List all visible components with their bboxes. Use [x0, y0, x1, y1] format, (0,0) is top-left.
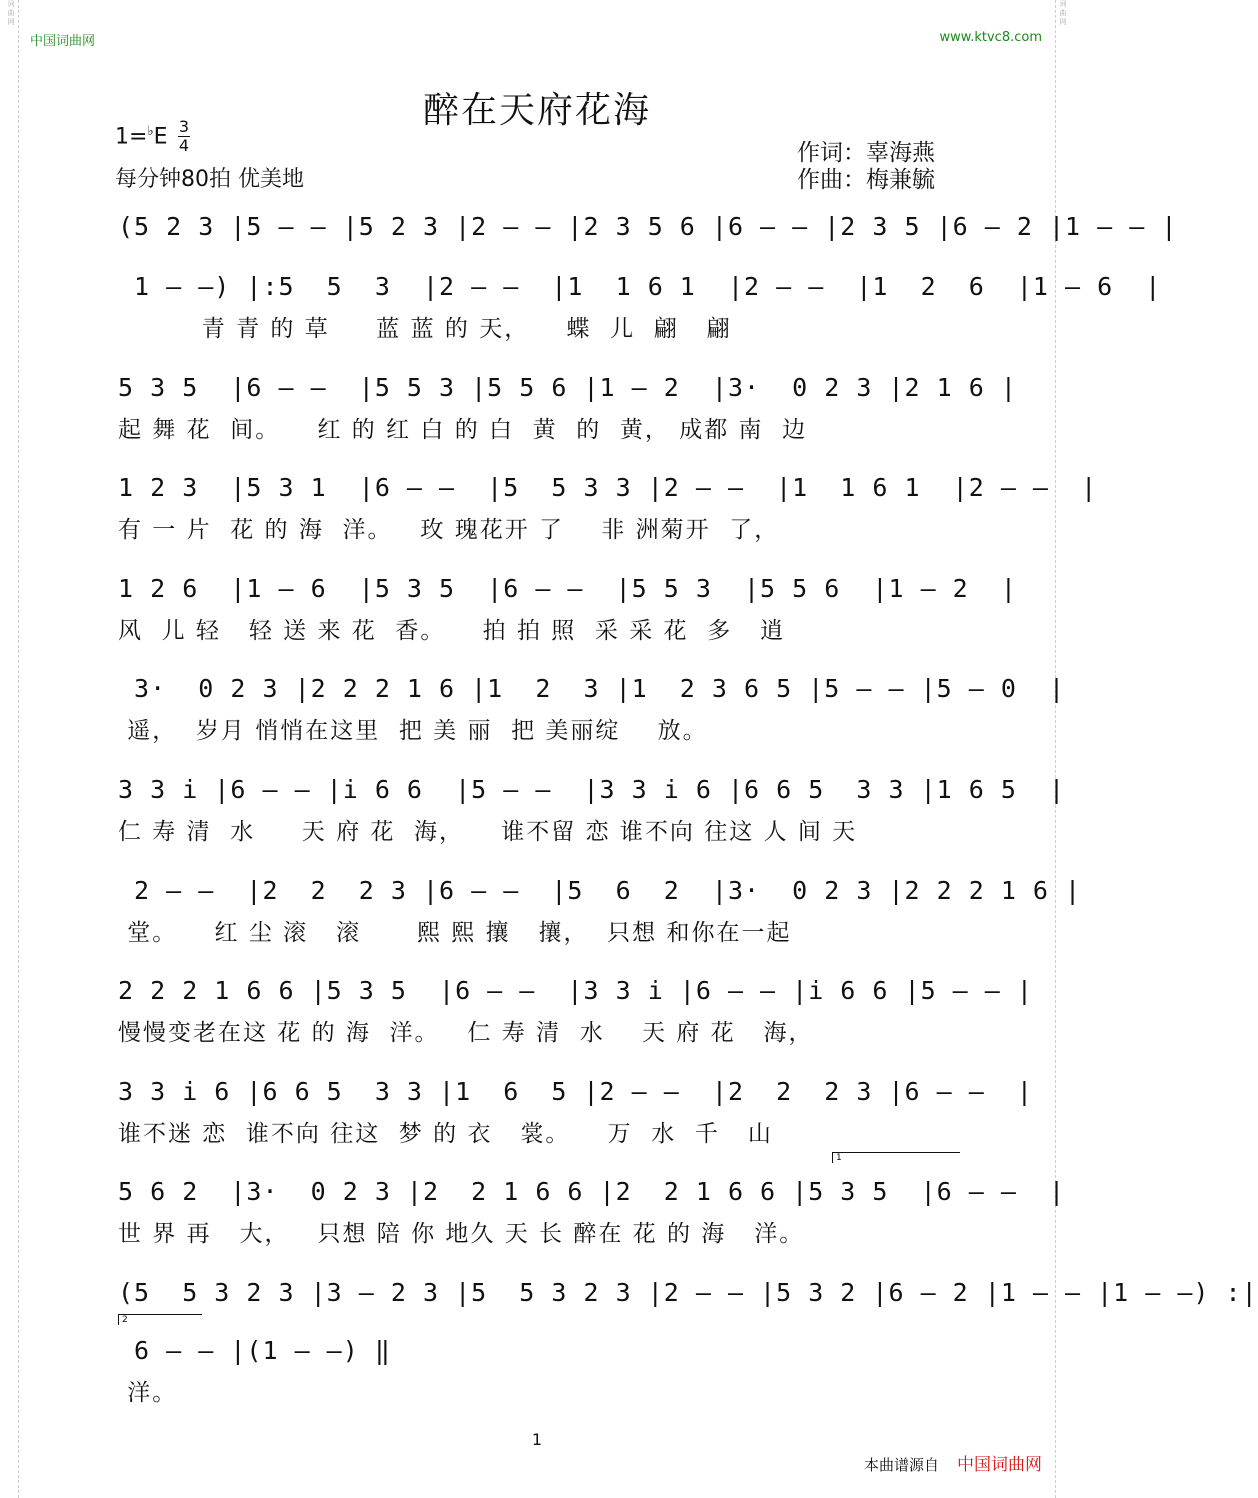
footer-source	[864, 1450, 1042, 1475]
lyricist-credit: 作词：辜海燕	[797, 140, 935, 166]
tempo-marking: 每分钟80拍 优美地	[115, 167, 304, 192]
score-row-2	[118, 272, 1162, 344]
lyric-line: 洋。	[118, 1380, 178, 1406]
song-title: 醉在天府花海	[422, 90, 651, 131]
score-row-5	[118, 574, 1017, 646]
lyric-line: 堂。 红 尘 滚 滚 熙 熙 攘 攘， 只想 和你在一起	[118, 920, 792, 946]
flat-sign: ♭	[147, 124, 154, 139]
lyric-line: 有 一 片 花 的 海 洋。 玫 瑰花开 了 非 洲菊开 了，	[118, 517, 780, 543]
source-brand-link[interactable]: 中国词曲网	[957, 1455, 1042, 1475]
lyric-line: 风 儿 轻 轻 送 来 花 香。 拍 拍 照 采 采 花 多 逍	[118, 618, 786, 644]
composer-credit: 作曲：梅兼毓	[797, 167, 935, 193]
notation-line: 1 — —) |:5 5 3 |2 — — |1 1 6 1 |2 — — |1 2 6 |1 — 6 |	[118, 272, 1162, 301]
score-row-11	[118, 1177, 1066, 1249]
left-margin-watermark: 词 曲 网	[4, 0, 19, 1498]
score-row-6	[118, 674, 1066, 746]
score-row-8	[118, 876, 1082, 948]
score-row-4	[118, 473, 1098, 545]
score-row-12	[118, 1278, 1258, 1308]
second-ending-bracket: 2	[118, 1314, 202, 1325]
source-label: 本曲谱源自	[863, 1456, 939, 1474]
lyric-line: 谁不迷 恋 谁不向 往这 梦 的 衣 裳。 万 水 千 山	[118, 1121, 773, 1147]
lyric-line: 遥， 岁月 悄悄在这里 把 美 丽 把 美丽绽 放。	[118, 718, 708, 744]
notation-line: 3 3 i 6 |6 6 5 3 3 |1 6 5 |2 — — |2 2 2 3 |6 — — |	[118, 1077, 1033, 1106]
lyric-line: 青 青 的 草 蓝 蓝 的 天， 蝶 儿 翩 翩	[118, 316, 732, 342]
time-signature: 3 4	[178, 117, 190, 155]
lyric-line: 起 舞 花 间。 红 的 红 白 的 白 黄 的 黄， 成都 南 边	[118, 417, 808, 443]
notation-line: 1 2 6 |1 — 6 |5 3 5 |6 — — |5 5 3 |5 5 6 |1 — 2 |	[118, 574, 1017, 603]
right-margin-watermark: 词 曲 网	[1055, 0, 1070, 1498]
notation-line: 2 — — |2 2 2 3 |6 — — |5 6 2 |3· 0 2 3 |2 2 2 1 6 |	[118, 876, 1082, 905]
score-row-7	[118, 775, 1066, 847]
lyric-line: 仁 寿 清 水 天 府 花 海， 谁不留 恋 谁不向 往这 人 间 天	[118, 819, 858, 845]
notation-line: 1 2 3 |5 3 1 |6 — — |5 5 3 3 |2 — — |1 1 6 1 |2 — — |	[118, 473, 1098, 502]
notation-line: (5 2 3 |5 — — |5 2 3 |2 — — |2 3 5 6 |6 — — |2 3 5 |6 — 2 |1 — — |	[118, 212, 1178, 241]
first-ending-bracket: 1	[832, 1152, 960, 1163]
site-name-left[interactable]: 中国词曲网	[30, 34, 96, 49]
page-number: 1	[531, 1430, 543, 1449]
notation-line: 6 — — |(1 — —) ‖	[118, 1336, 391, 1365]
notation-line: (5 5 3 2 3 |3 — 2 3 |5 5 3 2 3 |2 — — |5 3 2 |6 — 2 |1 — — |1 — —) :|	[118, 1278, 1258, 1307]
key-signature: 1=♭E	[115, 124, 168, 150]
score-row-9	[118, 976, 1033, 1048]
lyric-line: 慢慢变老在这 花 的 海 洋。 仁 寿 清 水 天 府 花 海，	[118, 1020, 814, 1046]
score-row-13	[118, 1336, 968, 1408]
score-row-3	[118, 373, 1017, 445]
notation-line: 5 6 2 |3· 0 2 3 |2 2 1 6 6 |2 2 1 6 6 |5 3 5 |6 — — |	[118, 1177, 1066, 1206]
notation-line: 3 3 i |6 — — |i 6 6 |5 — — |3 3 i 6 |6 6 5 3 3 |1 6 5 |	[118, 775, 1066, 804]
lyric-line: 世 界 再 大， 只想 陪 你 地久 天 长 醉在 花 的 海 洋。	[118, 1221, 805, 1247]
site-url-right[interactable]: www.ktvc8.com	[939, 30, 1042, 45]
notation-line: 2 2 2 1 6 6 |5 3 5 |6 — — |3 3 i |6 — — |i 6 6 |5 — — |	[118, 976, 1033, 1005]
notation-line: 3· 0 2 3 |2 2 2 1 6 |1 2 3 |1 2 3 6 5 |5 — — |5 — 0 |	[118, 674, 1066, 703]
score-row-10	[118, 1077, 1033, 1149]
notation-line: 5 3 5 |6 — — |5 5 3 |5 5 6 |1 — 2 |3· 0 2 3 |2 1 6 |	[118, 373, 1017, 402]
